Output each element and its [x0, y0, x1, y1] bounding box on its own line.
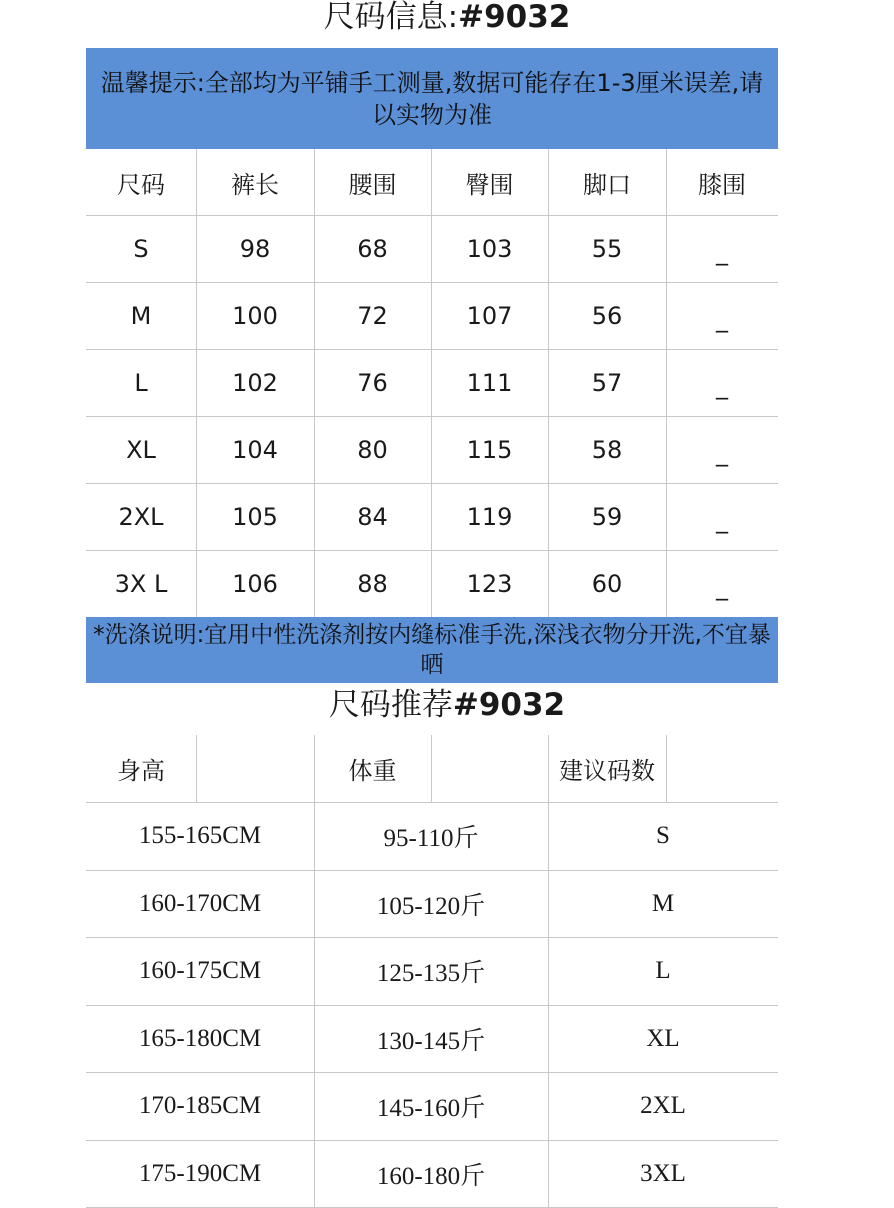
size-recommend-cell: 175-190CM — [86, 1141, 314, 1208]
size-info-cell: 60 — [548, 551, 666, 617]
size-info-cell: XL — [86, 417, 196, 483]
size-recommend-cell: 160-180斤 — [314, 1141, 548, 1208]
size-info-header-cell: 腰围 — [314, 149, 431, 215]
column-divider — [666, 735, 667, 803]
size-recommend-row — [86, 871, 778, 939]
size-info-cell: 2XL — [86, 484, 196, 550]
size-recommend-title-code: #9032 — [453, 687, 565, 723]
size-recommend-cell: 155-165CM — [86, 803, 314, 870]
size-info-cell: 102 — [196, 350, 314, 416]
size-recommend-cell: 160-170CM — [86, 871, 314, 938]
size-info-cell: 115 — [431, 417, 548, 483]
size-info-cell: _ — [666, 350, 778, 416]
size-info-cell: 104 — [196, 417, 314, 483]
size-recommend-header-cell: 身高 — [86, 735, 196, 802]
size-info-row — [86, 417, 778, 484]
column-divider — [431, 149, 432, 618]
size-recommend-cell: S — [548, 803, 778, 870]
size-recommend-header-cell: 体重 — [314, 735, 431, 802]
size-info-header-cell: 脚口 — [548, 149, 666, 215]
size-recommend-cell: 3XL — [548, 1141, 778, 1208]
size-info-title — [0, 0, 894, 37]
column-divider — [548, 803, 549, 1208]
size-info-row — [86, 216, 778, 283]
size-recommend-row — [86, 1006, 778, 1074]
size-info-cell: 119 — [431, 484, 548, 550]
size-info-cell: 56 — [548, 283, 666, 349]
size-recommend-title — [0, 683, 894, 735]
size-recommend-cell: 125-135斤 — [314, 938, 548, 1005]
size-info-cell: 105 — [196, 484, 314, 550]
size-recommend-cell: XL — [548, 1006, 778, 1073]
size-recommend-title-text: 尺码推荐 — [329, 687, 453, 723]
size-recommend-row — [86, 1073, 778, 1141]
size-info-cell: 100 — [196, 283, 314, 349]
size-recommend-cell: 165-180CM — [86, 1006, 314, 1073]
size-info-header-row — [86, 149, 778, 216]
column-divider — [196, 149, 197, 618]
size-recommend-header-row — [86, 735, 778, 803]
size-info-header-cell: 裤长 — [196, 149, 314, 215]
size-recommend-cell: 130-145斤 — [314, 1006, 548, 1073]
size-info-cell: M — [86, 283, 196, 349]
column-divider — [196, 735, 197, 803]
size-info-header-cell: 膝围 — [666, 149, 778, 215]
size-info-cell: 84 — [314, 484, 431, 550]
size-recommend-table — [86, 735, 778, 1192]
size-info-cell: 111 — [431, 350, 548, 416]
size-recommend-row — [86, 803, 778, 871]
column-divider — [431, 735, 432, 803]
size-info-cell: 57 — [548, 350, 666, 416]
size-info-row — [86, 484, 778, 551]
size-info-header-cell: 臀围 — [431, 149, 548, 215]
size-info-title-text: 尺码信息: — [324, 0, 458, 35]
size-info-header-cell: 尺码 — [86, 149, 196, 215]
column-divider — [314, 149, 315, 618]
size-recommend-cell: L — [548, 938, 778, 1005]
size-info-cell: S — [86, 216, 196, 282]
column-divider — [666, 149, 667, 618]
size-recommend-cell: 105-120斤 — [314, 871, 548, 938]
size-recommend-row — [86, 1141, 778, 1208]
size-info-cell: 123 — [431, 551, 548, 617]
size-info-cell: 106 — [196, 551, 314, 617]
size-info-cell: 76 — [314, 350, 431, 416]
column-divider — [548, 149, 549, 618]
size-info-cell: _ — [666, 484, 778, 550]
size-info-cell: _ — [666, 551, 778, 617]
size-info-cell: 107 — [431, 283, 548, 349]
size-info-cell: 88 — [314, 551, 431, 617]
size-info-cell: _ — [666, 283, 778, 349]
size-info-cell: 58 — [548, 417, 666, 483]
size-info-cell: _ — [666, 216, 778, 282]
size-recommend-cell: 95-110斤 — [314, 803, 548, 870]
size-recommend-row — [86, 938, 778, 1006]
size-info-cell: 68 — [314, 216, 431, 282]
size-recommend-cell: M — [548, 871, 778, 938]
wash-note: *洗涤说明:宜用中性洗涤剂按内缝标准手洗,深浅衣物分开洗,不宜暴晒 — [86, 617, 778, 683]
size-info-cell: 103 — [431, 216, 548, 282]
size-info-cell: 72 — [314, 283, 431, 349]
size-info-cell: 55 — [548, 216, 666, 282]
size-info-row — [86, 350, 778, 417]
column-divider — [314, 735, 315, 803]
column-divider — [548, 735, 549, 803]
measurement-notice: 温馨提示:全部均为平铺手工测量,数据可能存在1-3厘米误差,请以实物为准 — [86, 48, 778, 149]
size-info-row — [86, 283, 778, 350]
size-info-title-code: #9032 — [458, 0, 570, 35]
size-info-cell: L — [86, 350, 196, 416]
size-recommend-header-cell: 建议码数 — [548, 735, 666, 802]
size-recommend-cell: 145-160斤 — [314, 1073, 548, 1140]
size-info-table — [86, 149, 778, 617]
size-info-cell: 59 — [548, 484, 666, 550]
size-recommend-cell: 2XL — [548, 1073, 778, 1140]
size-info-cell: 3X L — [86, 551, 196, 617]
size-recommend-cell: 170-185CM — [86, 1073, 314, 1140]
size-recommend-cell: 160-175CM — [86, 938, 314, 1005]
size-info-cell: _ — [666, 417, 778, 483]
size-info-row — [86, 551, 778, 618]
column-divider — [314, 803, 315, 1208]
size-info-cell: 98 — [196, 216, 314, 282]
size-info-cell: 80 — [314, 417, 431, 483]
